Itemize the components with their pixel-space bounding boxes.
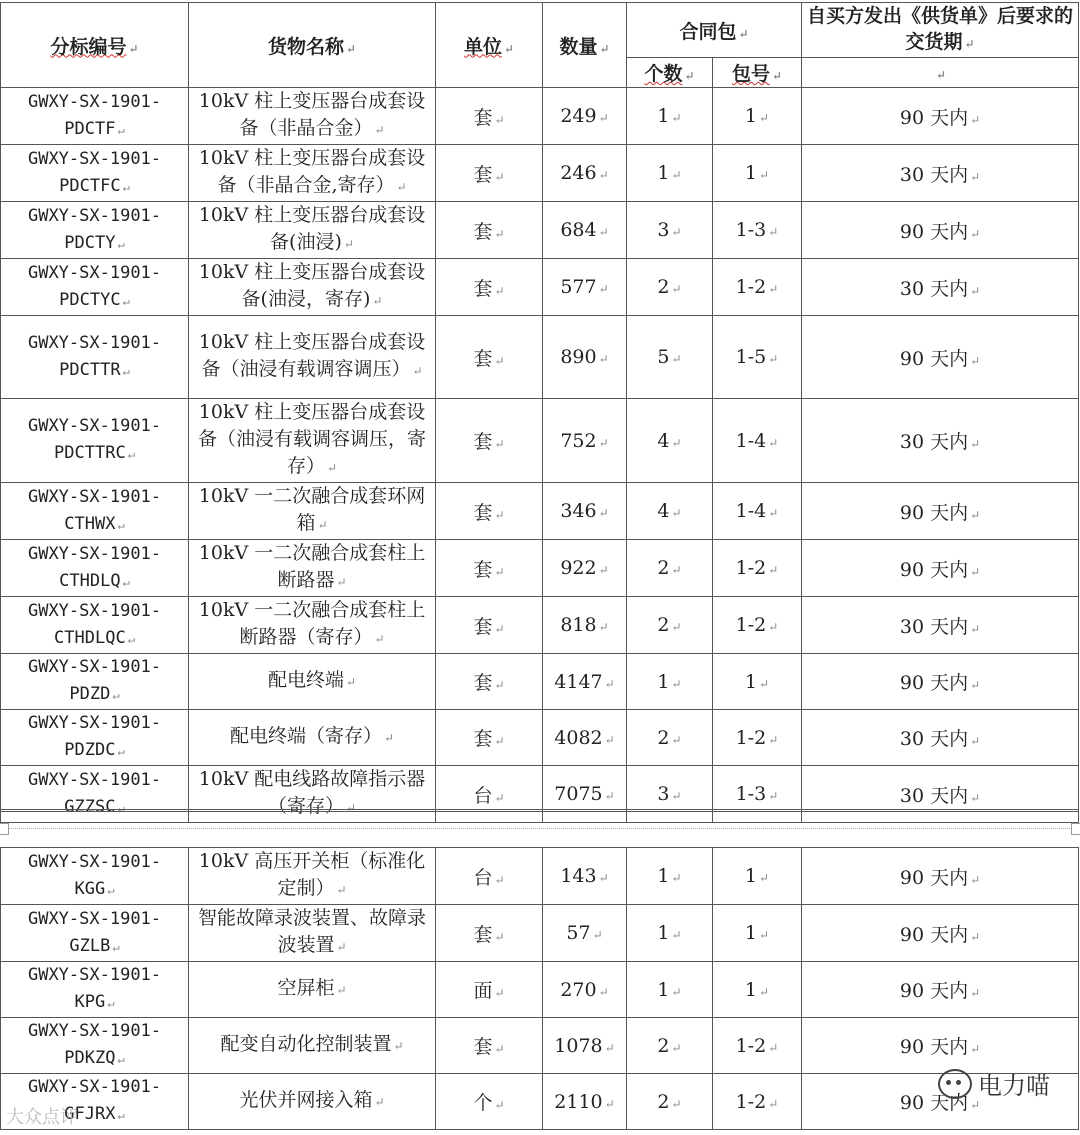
count-cell: 1 ↵ — [627, 905, 713, 962]
delivery-cell: 30 天内 ↵ — [802, 766, 1079, 823]
qty-cell: 922 ↵ — [543, 540, 627, 597]
unit-cell: 套 ↵ — [436, 88, 543, 145]
table-row — [1, 848, 1079, 905]
qty-cell: 143 ↵ — [543, 848, 627, 905]
delivery-cell: 90 天内 ↵ — [802, 1074, 1079, 1130]
name-cell: 10kV 柱上变压器台成套设备(油浸，寄存) ↵ — [189, 259, 436, 316]
count-cell: 1 ↵ — [627, 88, 713, 145]
name-cell: 智能故障录波装置、故障录波装置 ↵ — [189, 905, 436, 962]
name-cell: 10kV 一二次融合成套柱上断路器 ↵ — [189, 540, 436, 597]
table-row — [1, 316, 1079, 399]
name-cell: 10kV 一二次融合成套柱上断路器（寄存） ↵ — [189, 597, 436, 654]
name-cell: 10kV 柱上变压器台成套设备（油浸有载调容调压） ↵ — [189, 316, 436, 399]
name-cell: 10kV 高压开关柜（标准化定制） ↵ — [189, 848, 436, 905]
code-cell: GWXY-SX-1901- PDCTYC ↵ — [1, 259, 189, 316]
count-cell: 3 ↵ — [627, 766, 713, 823]
unit-cell: 台 ↵ — [436, 848, 543, 905]
delivery-cell: 30 天内 ↵ — [802, 399, 1079, 483]
count-cell: 2 ↵ — [627, 597, 713, 654]
delivery-cell: 90 天内 ↵ — [802, 202, 1079, 259]
name-cell: 配电终端 ↵ — [189, 654, 436, 710]
qty-cell: 818 ↵ — [543, 597, 627, 654]
count-cell: 4 ↵ — [627, 399, 713, 483]
header-unit: 单位 ↵ — [436, 3, 543, 88]
table-row — [1, 905, 1079, 962]
delivery-cell: 90 天内 ↵ — [802, 483, 1079, 540]
name-cell: 10kV 柱上变压器台成套设备（非晶合金） ↵ — [189, 88, 436, 145]
delivery-cell: 30 天内 ↵ — [802, 597, 1079, 654]
table-row — [1, 597, 1079, 654]
unit-cell: 套 ↵ — [436, 654, 543, 710]
table-row — [1, 654, 1079, 710]
code-cell: GWXY-SX-1901- PDCTF ↵ — [1, 88, 189, 145]
pkg-cell: 1-4 ↵ — [713, 399, 802, 483]
code-cell: GWXY-SX-1901- KPG ↵ — [1, 962, 189, 1018]
header-contract: 合同包 ↵ — [627, 3, 802, 58]
unit-cell: 套 ↵ — [436, 540, 543, 597]
header-delivery-blank: ↵ — [802, 58, 1079, 88]
count-cell: 1 ↵ — [627, 848, 713, 905]
qty-cell: 4147 ↵ — [543, 654, 627, 710]
unit-cell: 套 ↵ — [436, 1018, 543, 1074]
code-cell: GWXY-SX-1901- PDCTFC ↵ — [1, 145, 189, 202]
qty-cell: 890 ↵ — [543, 316, 627, 399]
code-cell: GWXY-SX-1901- PDKZQ ↵ — [1, 1018, 189, 1074]
table-row — [1, 483, 1079, 540]
count-cell: 2 ↵ — [627, 1074, 713, 1130]
count-cell: 1 ↵ — [627, 145, 713, 202]
name-cell: 10kV 柱上变压器台成套设备(油浸) ↵ — [189, 202, 436, 259]
table-row — [1, 710, 1079, 766]
page-break — [0, 812, 1080, 847]
wechat-icon — [938, 1069, 972, 1099]
delivery-cell: 90 天内 ↵ — [802, 654, 1079, 710]
pkg-cell: 1 ↵ — [713, 654, 802, 710]
watermark: 电力喵 — [938, 1066, 1050, 1101]
code-cell: GWXY-SX-1901- KGG ↵ — [1, 848, 189, 905]
pkg-cell: 1-4 ↵ — [713, 483, 802, 540]
watermark-left: 大众点评 — [6, 1107, 78, 1128]
count-cell: 2 ↵ — [627, 259, 713, 316]
procurement-table — [0, 2, 1079, 823]
table-row — [1, 145, 1079, 202]
code-cell: GWXY-SX-1901- PDZD ↵ — [1, 654, 189, 710]
delivery-cell: 90 天内 ↵ — [802, 316, 1079, 399]
qty-cell: 684 ↵ — [543, 202, 627, 259]
delivery-cell: 30 天内 ↵ — [802, 710, 1079, 766]
unit-cell: 套 ↵ — [436, 483, 543, 540]
count-cell: 2 ↵ — [627, 1018, 713, 1074]
pkg-cell: 1-2 ↵ — [713, 1018, 802, 1074]
unit-cell: 个 ↵ — [436, 1074, 543, 1130]
qty-cell: 249 ↵ — [543, 88, 627, 145]
unit-cell: 套 ↵ — [436, 905, 543, 962]
count-cell: 4 ↵ — [627, 483, 713, 540]
table-row — [1, 1074, 1079, 1130]
header-count: 个数 ↵ — [627, 58, 713, 88]
qty-cell: 346 ↵ — [543, 483, 627, 540]
header-qty: 数量 ↵ — [543, 3, 627, 88]
qty-cell: 4082 ↵ — [543, 710, 627, 766]
unit-cell: 面 ↵ — [436, 962, 543, 1018]
pkg-cell: 1-2 ↵ — [713, 710, 802, 766]
delivery-cell: 90 天内 ↵ — [802, 905, 1079, 962]
header-delivery: 自买方发出《供货单》后要求的交货期 ↵ — [802, 3, 1079, 58]
pkg-cell: 1 ↵ — [713, 848, 802, 905]
count-cell: 2 ↵ — [627, 540, 713, 597]
code-cell: GWXY-SX-1901- GFJRX ↵ — [1, 1074, 189, 1130]
unit-cell: 套 ↵ — [436, 202, 543, 259]
code-cell: GWXY-SX-1901- PDCTY ↵ — [1, 202, 189, 259]
table-row — [1, 259, 1079, 316]
unit-cell: 套 ↵ — [436, 259, 543, 316]
table-row — [1, 202, 1079, 259]
unit-cell: 套 ↵ — [436, 399, 543, 483]
unit-cell: 套 ↵ — [436, 710, 543, 766]
code-cell: GWXY-SX-1901- GZLB ↵ — [1, 905, 189, 962]
code-cell: GWXY-SX-1901- PDCTTRC ↵ — [1, 399, 189, 483]
qty-cell: 57 ↵ — [543, 905, 627, 962]
pkg-cell: 1-3 ↵ — [713, 766, 802, 823]
code-cell: GWXY-SX-1901- CTHWX ↵ — [1, 483, 189, 540]
unit-cell: 套 ↵ — [436, 316, 543, 399]
header-code: 分标编号 ↵ — [1, 3, 189, 88]
code-cell: GWXY-SX-1901- PDCTTR ↵ — [1, 316, 189, 399]
name-cell: 10kV 柱上变压器台成套设备（非晶合金,寄存） ↵ — [189, 145, 436, 202]
name-cell: 配电终端（寄存） ↵ — [189, 710, 436, 766]
pkg-cell: 1-2 ↵ — [713, 1074, 802, 1130]
qty-cell: 2110 ↵ — [543, 1074, 627, 1130]
code-cell: GWXY-SX-1901- CTHDLQ ↵ — [1, 540, 189, 597]
table-row — [1, 962, 1079, 1018]
qty-cell: 270 ↵ — [543, 962, 627, 1018]
name-cell: 10kV 柱上变压器台成套设备（油浸有载调容调压，寄存） ↵ — [189, 399, 436, 483]
delivery-cell: 90 天内 ↵ — [802, 848, 1079, 905]
name-cell: 配变自动化控制装置 ↵ — [189, 1018, 436, 1074]
procurement-table-continued — [0, 847, 1079, 1130]
pkg-cell: 1-3 ↵ — [713, 202, 802, 259]
name-cell: 10kV 一二次融合成套环网箱 ↵ — [189, 483, 436, 540]
name-cell: 10kV 配电线路故障指示器（寄存） ↵ — [189, 766, 436, 823]
count-cell: 3 ↵ — [627, 202, 713, 259]
table-row — [1, 399, 1079, 483]
header-pkg: 包号 ↵ — [713, 58, 802, 88]
count-cell: 1 ↵ — [627, 962, 713, 1018]
pkg-cell: 1-5 ↵ — [713, 316, 802, 399]
table-row — [1, 1018, 1079, 1074]
name-cell: 光伏并网接入箱 ↵ — [189, 1074, 436, 1130]
table-row — [1, 540, 1079, 597]
count-cell: 2 ↵ — [627, 710, 713, 766]
unit-cell: 台 ↵ — [436, 766, 543, 823]
pkg-cell: 1-2 ↵ — [713, 259, 802, 316]
delivery-cell: 30 天内 ↵ — [802, 145, 1079, 202]
pkg-cell: 1-2 ↵ — [713, 597, 802, 654]
qty-cell: 1078 ↵ — [543, 1018, 627, 1074]
pkg-cell: 1-2 ↵ — [713, 540, 802, 597]
count-cell: 1 ↵ — [627, 654, 713, 710]
pkg-cell: 1 ↵ — [713, 962, 802, 1018]
delivery-cell: 90 天内 ↵ — [802, 88, 1079, 145]
header-name: 货物名称 ↵ — [189, 3, 436, 88]
code-cell: GWXY-SX-1901- GZZSC ↵ — [1, 766, 189, 823]
delivery-cell: 90 天内 ↵ — [802, 540, 1079, 597]
table-row — [1, 88, 1079, 145]
unit-cell: 套 ↵ — [436, 597, 543, 654]
delivery-cell: 90 天内 ↵ — [802, 1018, 1079, 1074]
delivery-cell: 30 天内 ↵ — [802, 259, 1079, 316]
qty-cell: 577 ↵ — [543, 259, 627, 316]
delivery-cell: 90 天内 ↵ — [802, 962, 1079, 1018]
qty-cell: 246 ↵ — [543, 145, 627, 202]
name-cell: 空屏柜 ↵ — [189, 962, 436, 1018]
qty-cell: 752 ↵ — [543, 399, 627, 483]
code-cell: GWXY-SX-1901- PDZDC ↵ — [1, 710, 189, 766]
pkg-cell: 1 ↵ — [713, 88, 802, 145]
code-cell: GWXY-SX-1901- CTHDLQC ↵ — [1, 597, 189, 654]
qty-cell: 7075 ↵ — [543, 766, 627, 823]
pkg-cell: 1 ↵ — [713, 905, 802, 962]
pkg-cell: 1 ↵ — [713, 145, 802, 202]
unit-cell: 套 ↵ — [436, 145, 543, 202]
count-cell: 5 ↵ — [627, 316, 713, 399]
